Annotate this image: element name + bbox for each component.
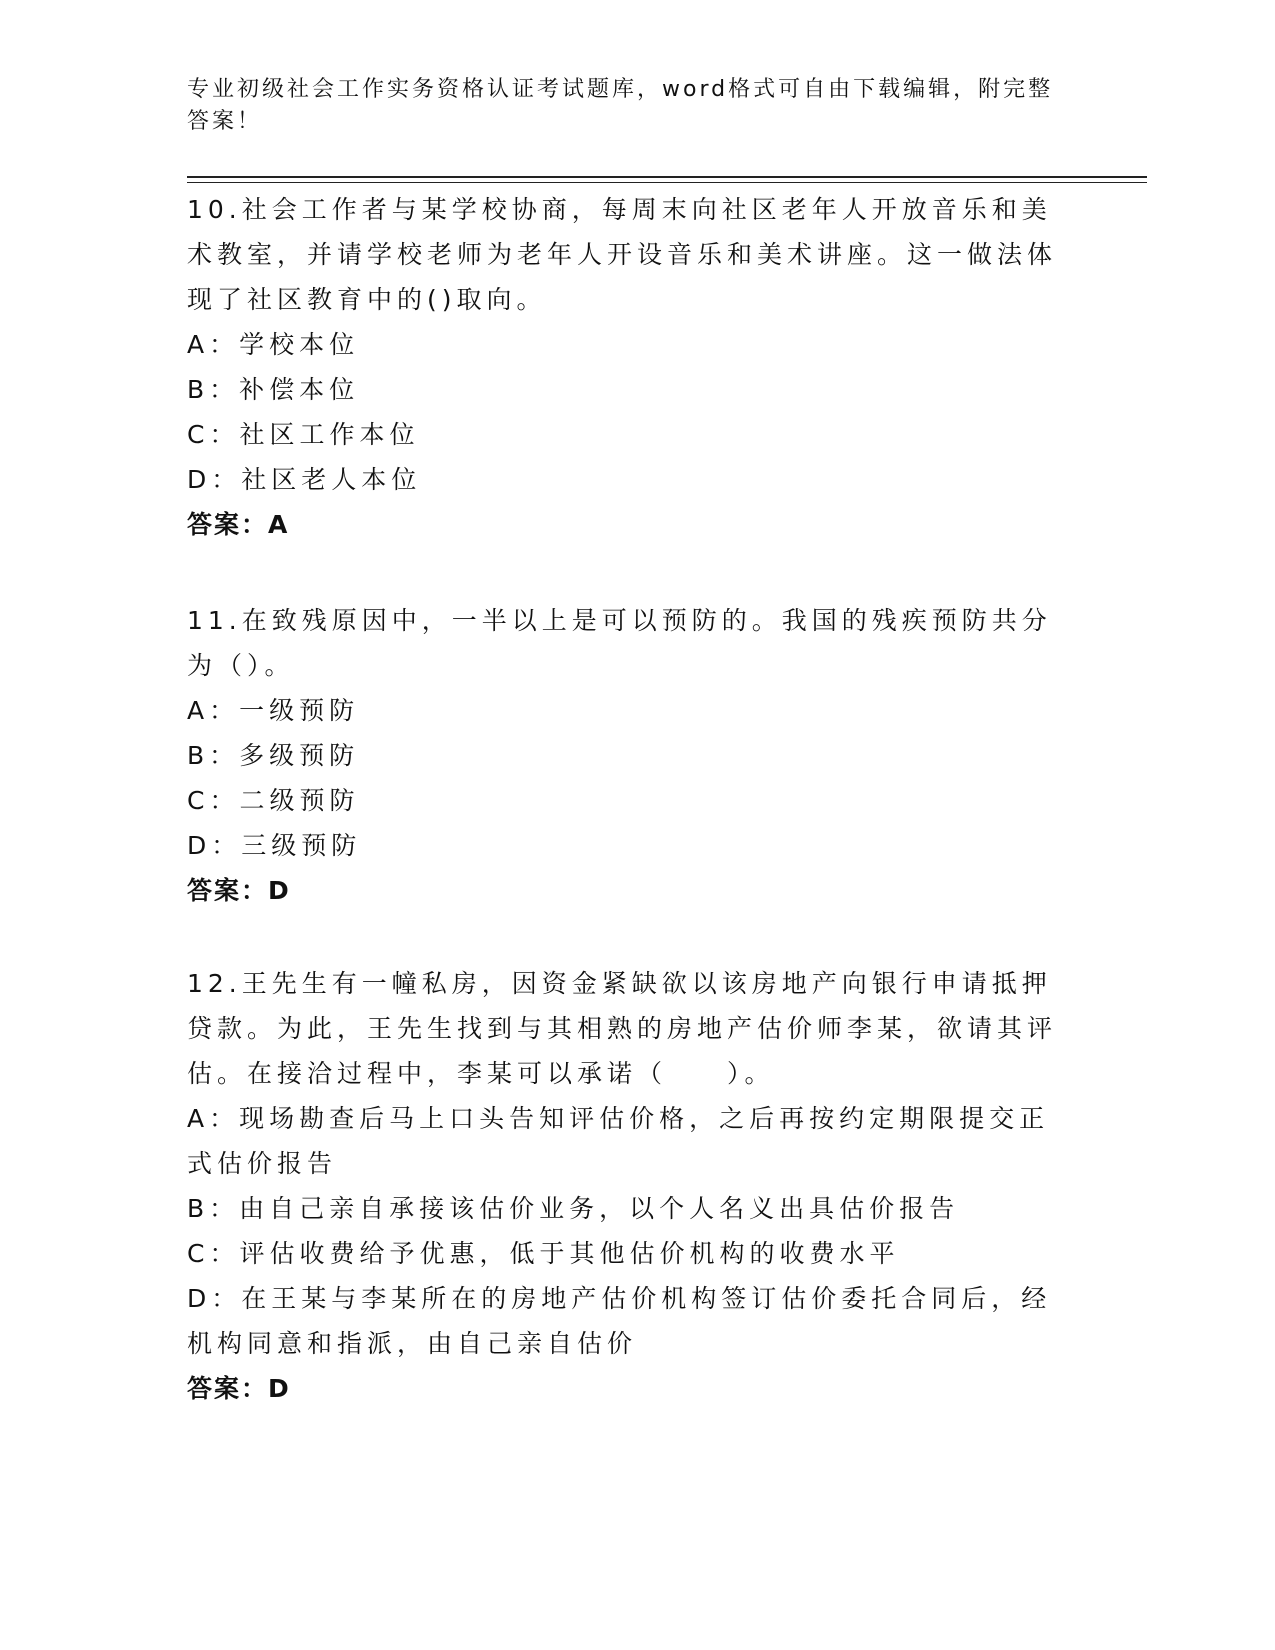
question-12: [187, 961, 1067, 1411]
option-c: C：二级预防: [187, 786, 360, 815]
answer: 答案：A: [187, 510, 290, 539]
question-11: [187, 598, 1067, 913]
answer: 答案：D: [187, 1374, 291, 1403]
option-a: A：学校本位: [187, 330, 360, 359]
option-d: D：社区老人本位: [187, 465, 422, 494]
header-divider-thin: [187, 182, 1147, 183]
header-divider: [187, 176, 1147, 178]
option-b: B：由自己亲自承接该估价业务，以个人名义出具估价报告: [187, 1194, 960, 1223]
option-c: C：社区工作本位: [187, 420, 420, 449]
option-a: A：一级预防: [187, 696, 360, 725]
option-b: B：补偿本位: [187, 375, 360, 404]
option-c: C：评估收费给予优惠，低于其他估价机构的收费水平: [187, 1239, 900, 1268]
question-stem: 11.在致残原因中，一半以上是可以预防的。我国的残疾预防共分为（）。: [187, 606, 1052, 680]
option-d: D：在王某与李某所在的房地产估价机构签订估价委托合同后，经机构同意和指派，由自己亲自估价: [187, 1284, 1052, 1358]
question-stem: 10.社会工作者与某学校协商，每周末向社区老年人开放音乐和美术教室，并请学校老师为老年人开设音乐和美术讲座。这一做法体现了社区教育中的()取向。: [187, 195, 1058, 314]
option-d: D：三级预防: [187, 831, 362, 860]
document-header: 专业初级社会工作实务资格认证考试题库，word格式可自由下载编辑，附完整答案！: [187, 77, 1054, 134]
answer: 答案：D: [187, 876, 291, 905]
question-stem: 12.王先生有一幢私房，因资金紧缺欲以该房地产向银行申请抵押贷款。为此，王先生找到与其相熟的房地产估价师李某，欲请其评估。在接洽过程中，李某可以承诺（ ）。: [187, 969, 1058, 1088]
question-10: [187, 187, 1067, 547]
option-b: B：多级预防: [187, 741, 360, 770]
option-a: A：现场勘查后马上口头告知评估价格，之后再按约定期限提交正式估价报告: [187, 1104, 1050, 1178]
